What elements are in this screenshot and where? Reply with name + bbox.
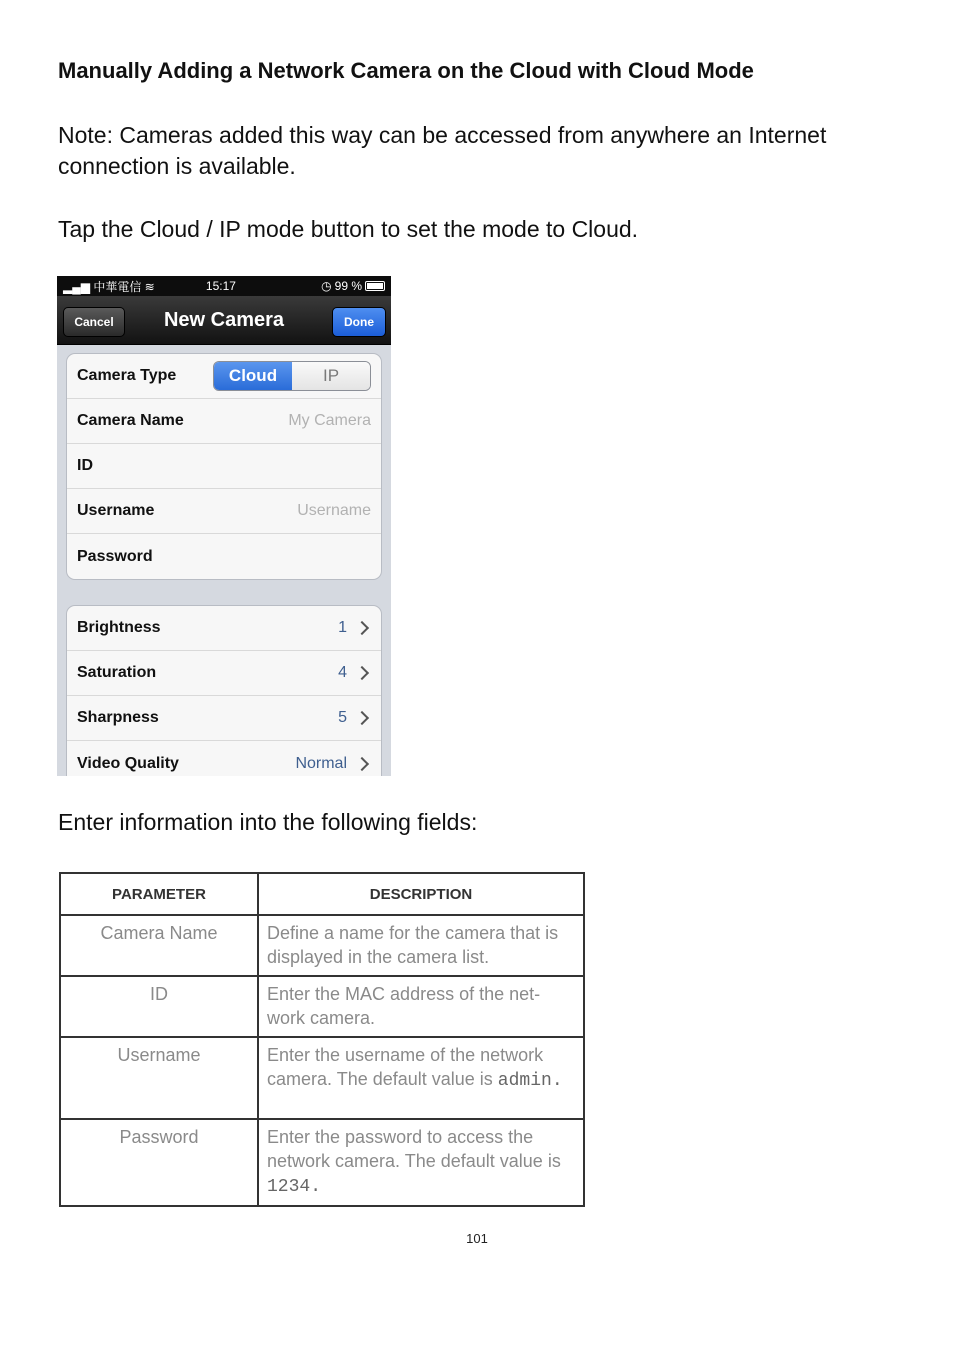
settings-group bbox=[66, 605, 382, 776]
video-quality-label: Video Quality bbox=[77, 754, 179, 772]
parameter-header: PARAMETER bbox=[60, 873, 258, 915]
desc-cell: Enter the MAC address of the net-work camera. bbox=[258, 976, 584, 1037]
ip-mode-button[interactable]: IP bbox=[292, 362, 370, 390]
param-cell: Username bbox=[60, 1037, 258, 1119]
alarm-icon: ◷ bbox=[321, 279, 332, 293]
camera-name-label: Camera Name bbox=[77, 412, 184, 429]
desc-cell bbox=[258, 1037, 584, 1119]
status-bar bbox=[57, 276, 391, 296]
camera-type-row bbox=[67, 354, 381, 399]
saturation-label: Saturation bbox=[77, 664, 157, 681]
desc-text: Enter the username of the network camera. The default value is bbox=[267, 1045, 544, 1089]
username-field[interactable]: Username bbox=[297, 502, 371, 519]
password-row[interactable] bbox=[67, 534, 381, 579]
description-header: DESCRIPTION bbox=[258, 873, 584, 915]
id-row[interactable] bbox=[67, 444, 381, 489]
chevron-right-icon bbox=[355, 621, 369, 635]
page-number: 101 bbox=[466, 1231, 488, 1246]
param-cell: Password bbox=[60, 1119, 258, 1206]
video-quality-value: Normal bbox=[295, 754, 347, 772]
default-password-code: 1234 bbox=[267, 1177, 311, 1197]
sharpness-value: 5 bbox=[338, 709, 347, 726]
instruction-text: Tap the Cloud / IP mode button to set the mode to Cloud. bbox=[58, 216, 639, 242]
phone-screenshot bbox=[57, 276, 391, 776]
chevron-right-icon bbox=[355, 666, 369, 680]
carrier-name: 中華電信 bbox=[93, 279, 142, 294]
battery-percent: 99 % bbox=[334, 279, 362, 293]
table-row bbox=[60, 1037, 584, 1119]
password-label: Password bbox=[77, 547, 153, 565]
sharpness-label: Sharpness bbox=[77, 709, 159, 726]
param-cell: ID bbox=[60, 976, 258, 1037]
username-label: Username bbox=[77, 502, 155, 519]
chevron-right-icon bbox=[355, 756, 369, 770]
battery-status bbox=[321, 279, 385, 293]
id-label: ID bbox=[77, 457, 93, 474]
parameters-table bbox=[59, 872, 585, 1207]
carrier-status bbox=[63, 278, 155, 295]
table-row bbox=[60, 976, 584, 1037]
nav-title: New Camera bbox=[163, 309, 285, 331]
done-button[interactable]: Done bbox=[332, 307, 386, 337]
sharpness-row[interactable] bbox=[67, 696, 381, 741]
wifi-icon: ≋ bbox=[144, 279, 155, 294]
default-username-code: admin bbox=[497, 1071, 552, 1091]
camera-type-label: Camera Type bbox=[77, 367, 177, 384]
saturation-value: 4 bbox=[338, 664, 347, 681]
cloud-mode-button[interactable]: Cloud bbox=[214, 362, 292, 390]
username-row[interactable] bbox=[67, 489, 381, 534]
param-cell: Camera Name bbox=[60, 915, 258, 976]
desc-cell: Define a name for the camera that is displayed in the camera list. bbox=[258, 915, 584, 976]
table-header-row bbox=[60, 873, 584, 915]
table-row bbox=[60, 1119, 584, 1206]
cancel-button[interactable]: Cancel bbox=[63, 307, 125, 337]
battery-icon bbox=[365, 281, 385, 291]
enter-info-text: Enter information into the following fields: bbox=[58, 809, 478, 835]
note-line-1: Note: Cameras added this way can be accessed from anywhere an Internet bbox=[58, 122, 827, 148]
camera-name-row[interactable] bbox=[67, 399, 381, 444]
brightness-row[interactable] bbox=[67, 606, 381, 651]
camera-name-field[interactable]: My Camera bbox=[288, 412, 371, 429]
camera-type-segmented-control bbox=[213, 361, 371, 391]
saturation-row[interactable] bbox=[67, 651, 381, 696]
nav-bar bbox=[57, 296, 391, 345]
signal-icon: ▂▄▆ bbox=[63, 279, 90, 294]
status-time: 15:17 bbox=[205, 279, 236, 293]
brightness-label: Brightness bbox=[77, 619, 161, 636]
page-heading: Manually Adding a Network Camera on the Cloud with Cloud Mode bbox=[58, 58, 754, 83]
video-quality-row[interactable] bbox=[67, 741, 381, 776]
camera-info-group bbox=[66, 353, 382, 580]
desc-end: . bbox=[310, 1177, 322, 1197]
note-line-2: connection is available. bbox=[58, 153, 296, 179]
brightness-value: 1 bbox=[338, 619, 347, 636]
desc-end: . bbox=[551, 1071, 563, 1091]
table-row bbox=[60, 915, 584, 976]
desc-cell bbox=[258, 1119, 584, 1206]
chevron-right-icon bbox=[355, 711, 369, 725]
desc-text: Enter the password to access the network camera. The default value is bbox=[267, 1127, 561, 1171]
